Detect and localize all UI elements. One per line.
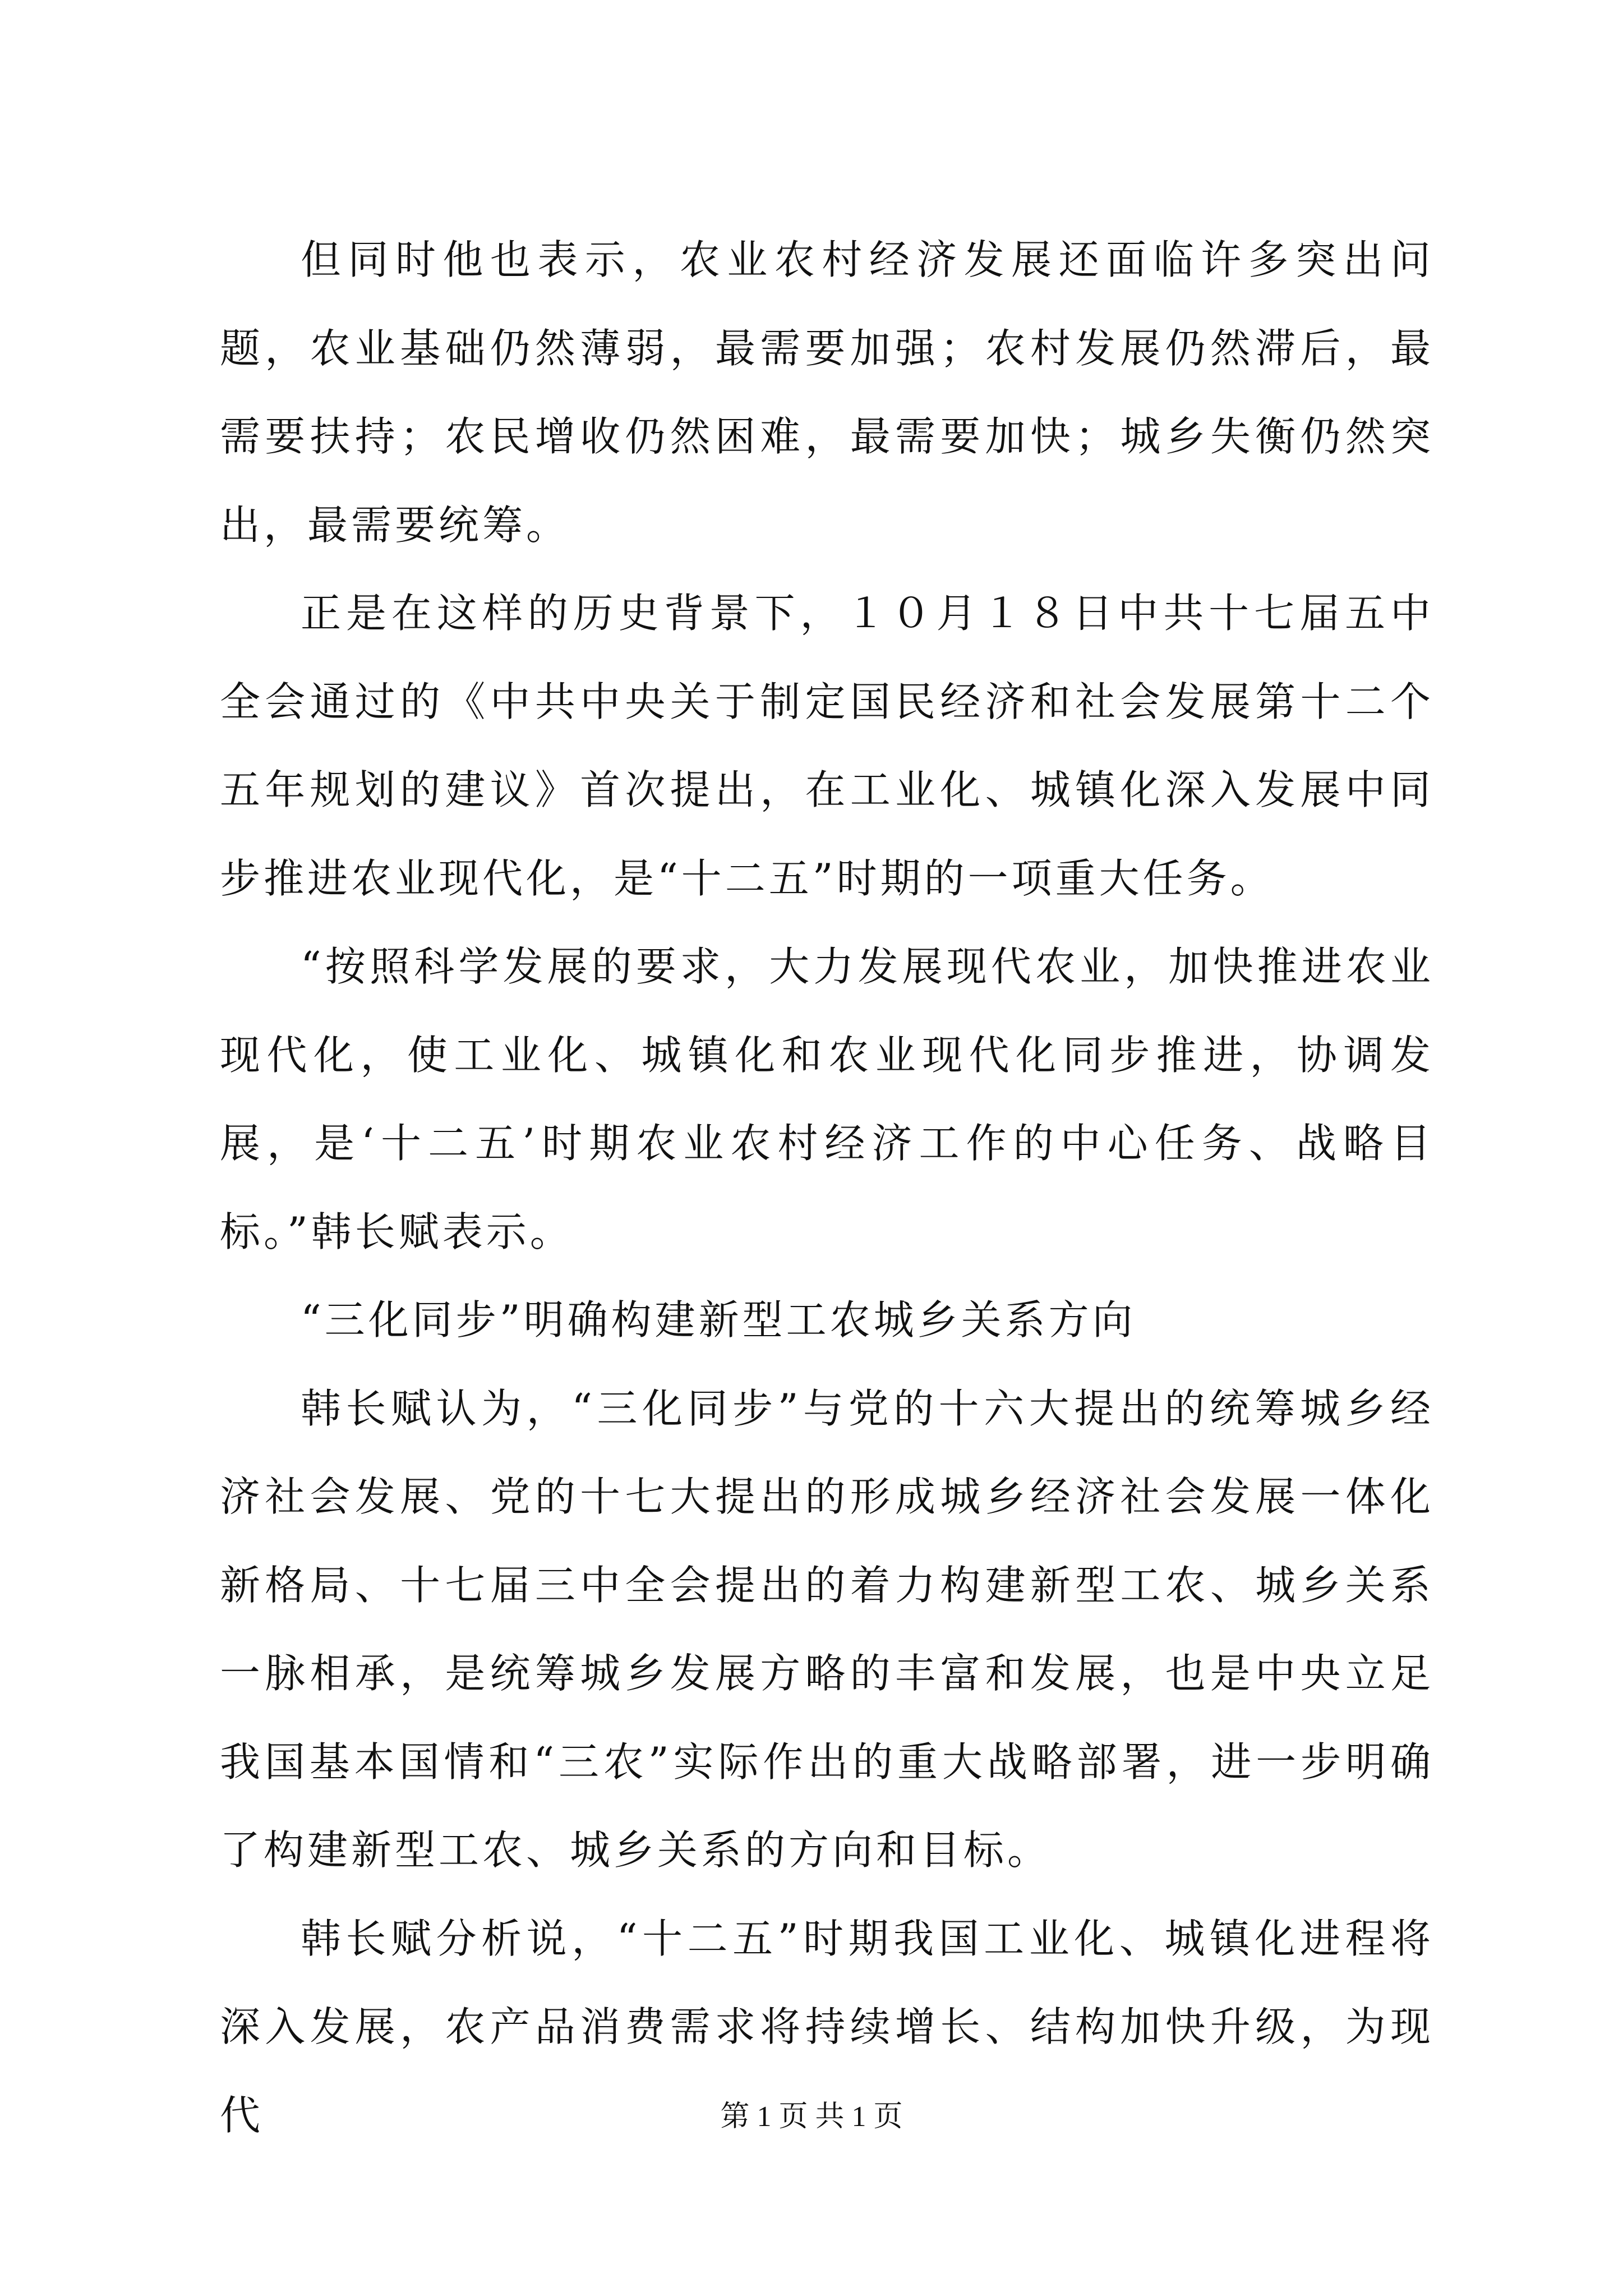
- page-footer: 第 1 页 共 1 页: [720, 2101, 903, 2133]
- paragraph: 但同时他也表示，农业农村经济发展还面临许多突出问题，农业基础仍然薄弱，最需要加强；农村发展仍然滞后，最需要扶持；农民增收仍然困难，最需要加快；城乡失衡仍然突出，最需要统筹。: [220, 236, 1434, 549]
- paragraph: 韩长赋分析说，“十二五”时期我国工业化、城镇化进程将深入发展，农产品消费需求将持续增长、结构加快升级，为现代: [220, 1915, 1434, 2139]
- section-heading: “三化同步”明确构建新型工农城乡关系方向: [301, 1296, 1136, 1343]
- document-body: [220, 216, 1434, 2160]
- paragraph: “按照科学发展的要求，大力发展现代农业，加快推进农业现代化，使工业化、城镇化和农业现代化同步推进，协调发展，是‘十二五’时期农业农村经济工作的中心任务、战略目标。”韩长赋表示。: [220, 943, 1434, 1255]
- paragraph: 韩长赋认为，“三化同步”与党的十六大提出的统筹城乡经济社会发展、党的十七大提出的形成城乡经济社会发展一体化新格局、十七届三中全会提出的着力构建新型工农、城乡关系一脉相承，是统筹城乡发展方略的丰富和发展，也是中央立足我国基本国情和“三农”实际作出的重大战略部署，进一步明确了构建新型工农、城乡关系的方向和目标。: [220, 1384, 1434, 1874]
- paragraph: 正是在这样的历史背景下，１０月１８日中共十七届五中全会通过的《中共中央关于制定国民经济和社会发展第十二个五年规划的建议》首次提出，在工业化、城镇化深入发展中同步推进农业现代化，是“十二五”时期的一项重大任务。: [220, 590, 1434, 902]
